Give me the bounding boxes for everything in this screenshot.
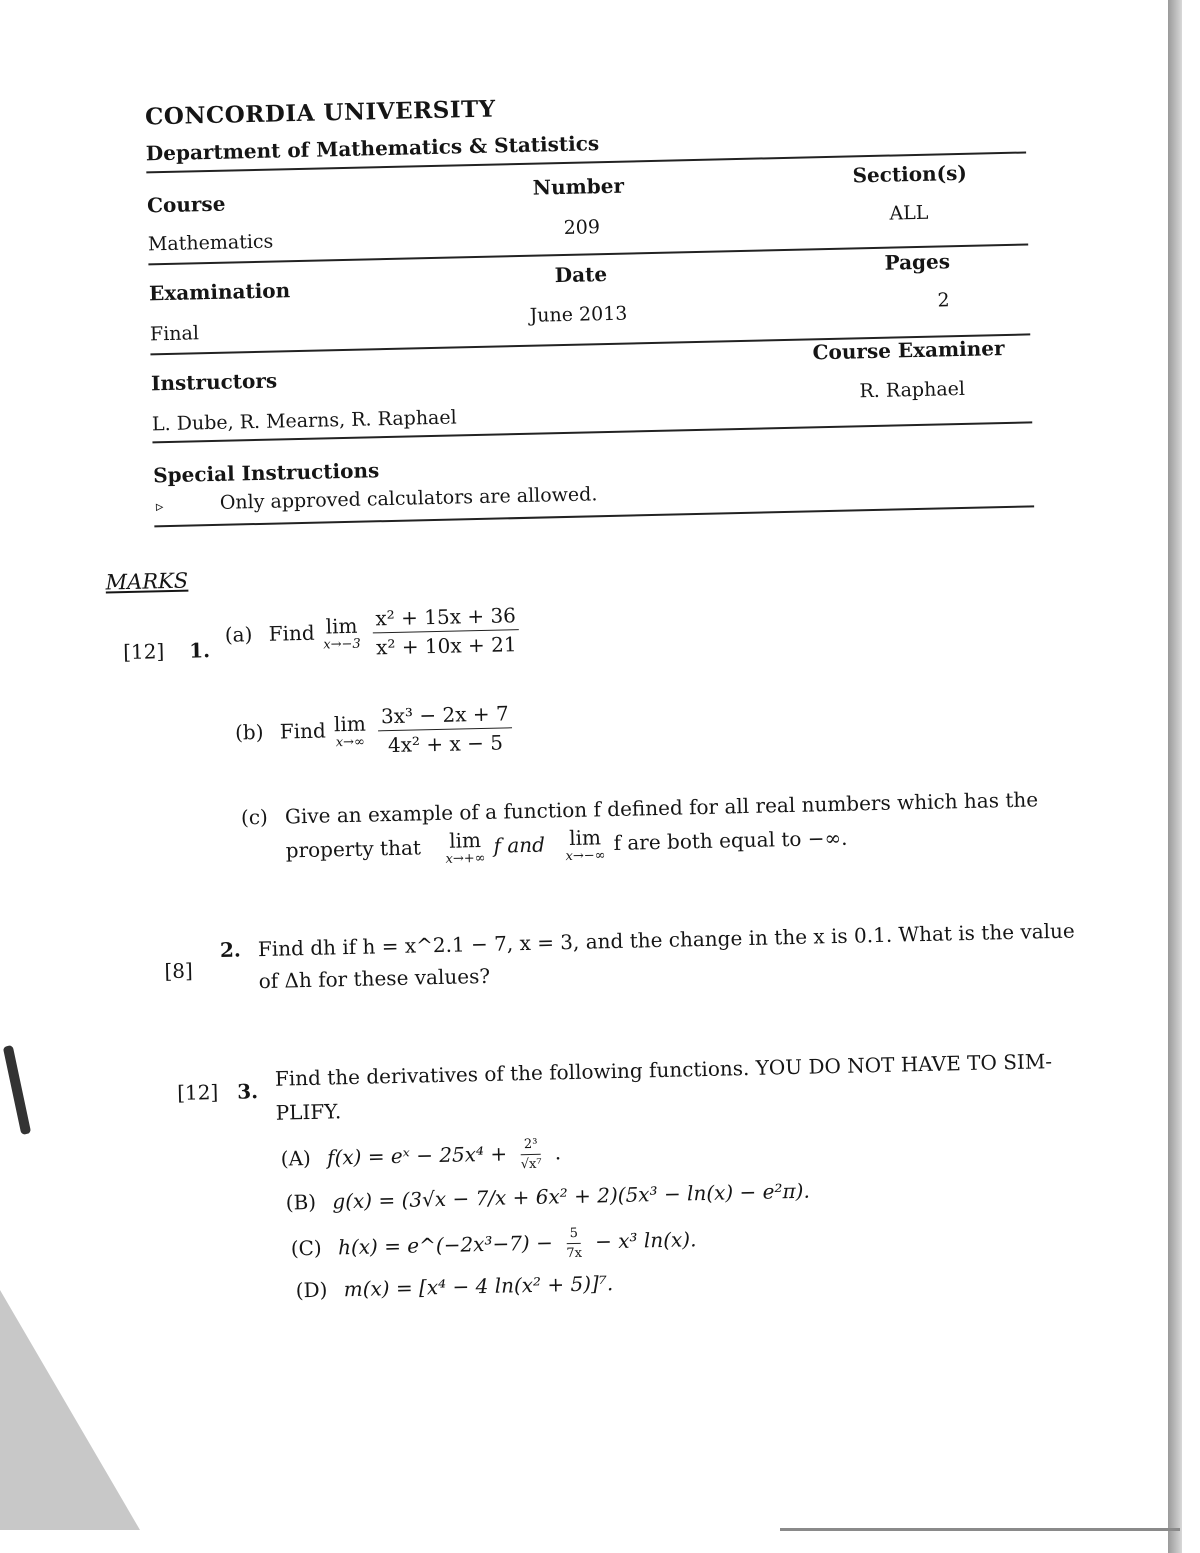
q3D-expression: m(x) = [x⁴ − 4 ln(x² + 5)]⁷. bbox=[343, 1271, 614, 1302]
exam-sheet bbox=[105, 48, 1109, 1369]
instructors-value: L. Dube, R. Mearns, R. Raphael bbox=[151, 406, 457, 436]
q3A-expression: f(x) = eˣ − 25x⁴ + bbox=[326, 1141, 508, 1170]
q1-part-a bbox=[224, 603, 524, 663]
marks-title: MARKS bbox=[105, 568, 189, 595]
q1c-line2 bbox=[285, 822, 848, 870]
university-name: CONCORDIA UNIVERSITY bbox=[144, 95, 496, 131]
q3C-expression: h(x) = e^(−2x³−7) − bbox=[337, 1230, 554, 1260]
lim-subscript: x→∞ bbox=[335, 734, 365, 751]
q3-part-A bbox=[280, 1136, 561, 1177]
lim-text: lim bbox=[333, 711, 367, 737]
q2-line2: of Δh for these values? bbox=[258, 963, 491, 994]
q3D-label: (D) bbox=[295, 1277, 328, 1303]
sections-value: ALL bbox=[889, 201, 929, 225]
fraction-numerator: 2³ bbox=[521, 1137, 541, 1155]
q3A-fraction bbox=[517, 1137, 545, 1173]
q3-part-C bbox=[290, 1223, 696, 1267]
q3-line2: PLIFY. bbox=[275, 1099, 342, 1125]
fraction-denominator: x² + 10x + 21 bbox=[375, 632, 517, 660]
lim-subscript: x→−3 bbox=[323, 636, 361, 653]
pages-label: Pages bbox=[884, 249, 951, 275]
special-instruction-text: Only approved calculators are allowed. bbox=[219, 483, 598, 514]
q1-part-b bbox=[234, 701, 516, 760]
fraction-numerator: x² + 15x + 36 bbox=[372, 603, 519, 633]
fraction-denominator: 7x bbox=[566, 1245, 583, 1262]
fraction-denominator: √x⁷ bbox=[520, 1156, 542, 1173]
q3-line1: Find the derivatives of the following functions. YOU DO NOT HAVE TO SIM- bbox=[274, 1049, 1053, 1091]
number-label: Number bbox=[532, 173, 625, 200]
course-value: Mathematics bbox=[147, 230, 274, 256]
q1-mark: [12] bbox=[122, 639, 165, 665]
q1-number: 1. bbox=[188, 638, 211, 663]
pages-value: 2 bbox=[937, 289, 950, 312]
lim-text: lim bbox=[568, 825, 602, 851]
sections-label: Section(s) bbox=[852, 160, 968, 188]
q1c-end-text: f are both equal to −∞. bbox=[613, 825, 848, 855]
q2-number: 2. bbox=[219, 937, 242, 962]
q3B-expression: g(x) = (3√x − 7/x + 6x² + 2)(5x³ − ln(x) − e²π). bbox=[332, 1178, 811, 1214]
q3C-fraction bbox=[563, 1226, 585, 1261]
q1a-limit bbox=[323, 613, 361, 653]
q1c-limit-plus bbox=[445, 830, 486, 866]
lim-subscript: x→+∞ bbox=[445, 850, 486, 867]
q3-number: 3. bbox=[236, 1079, 259, 1104]
q3-part-D bbox=[295, 1271, 613, 1302]
q1b-label: (b) bbox=[234, 719, 264, 745]
q1a-fraction bbox=[372, 603, 520, 659]
department-name: Department of Mathematics & Statistics bbox=[145, 131, 600, 166]
q1b-limit bbox=[333, 711, 367, 751]
special-instructions-label: Special Instructions bbox=[152, 458, 380, 488]
examination-value: Final bbox=[149, 322, 200, 346]
q1c-limit-minus bbox=[565, 827, 606, 863]
corner-shadow bbox=[0, 1290, 140, 1530]
fraction-denominator: 4x² + x − 5 bbox=[387, 730, 504, 758]
fraction-numerator: 3x³ − 2x + 7 bbox=[378, 701, 512, 731]
q3A-period: . bbox=[554, 1140, 562, 1165]
page-edge-shadow bbox=[1168, 0, 1182, 1553]
lim-text: lim bbox=[325, 613, 358, 639]
q1c-and-text: f and bbox=[493, 832, 546, 858]
examination-label: Examination bbox=[148, 278, 291, 306]
scan-artifact-mark bbox=[3, 1045, 31, 1135]
q3C-expression-end: − x³ ln(x). bbox=[594, 1227, 697, 1254]
q2-line1: Find dh if h = x^2.1 − 7, x = 3, and the change in the x is 0.1. What is the value bbox=[257, 918, 1075, 962]
scan-artifact-line bbox=[780, 1528, 1180, 1531]
date-value: June 2013 bbox=[529, 302, 628, 327]
q3A-label: (A) bbox=[280, 1145, 312, 1171]
lim-subscript: x→−∞ bbox=[565, 848, 606, 865]
q3B-label: (B) bbox=[285, 1189, 317, 1215]
instructors-label: Instructors bbox=[150, 368, 278, 396]
q3C-label: (C) bbox=[290, 1235, 322, 1261]
q1b-find: Find bbox=[279, 718, 327, 744]
examiner-value: R. Raphael bbox=[859, 377, 966, 403]
course-label: Course bbox=[146, 191, 226, 218]
examiner-label: Course Examiner bbox=[812, 336, 1005, 365]
q1c-line1: Give an example of a function f defined for all real numbers which has the bbox=[284, 787, 1039, 829]
q3-part-B bbox=[285, 1179, 810, 1215]
number-value: 209 bbox=[563, 216, 601, 239]
date-label: Date bbox=[554, 262, 608, 288]
q1b-fraction bbox=[378, 701, 513, 757]
q2-mark: [8] bbox=[164, 958, 194, 984]
fraction-numerator: 5 bbox=[566, 1226, 581, 1244]
bullet-icon: ▹ bbox=[155, 497, 164, 516]
q1a-label: (a) bbox=[224, 622, 253, 647]
q1a-find: Find bbox=[268, 620, 315, 646]
q3-mark: [12] bbox=[176, 1080, 219, 1105]
q1c-label: (c) bbox=[240, 804, 269, 830]
q1c-property-text: property that bbox=[285, 835, 422, 863]
lim-text: lim bbox=[448, 828, 482, 853]
